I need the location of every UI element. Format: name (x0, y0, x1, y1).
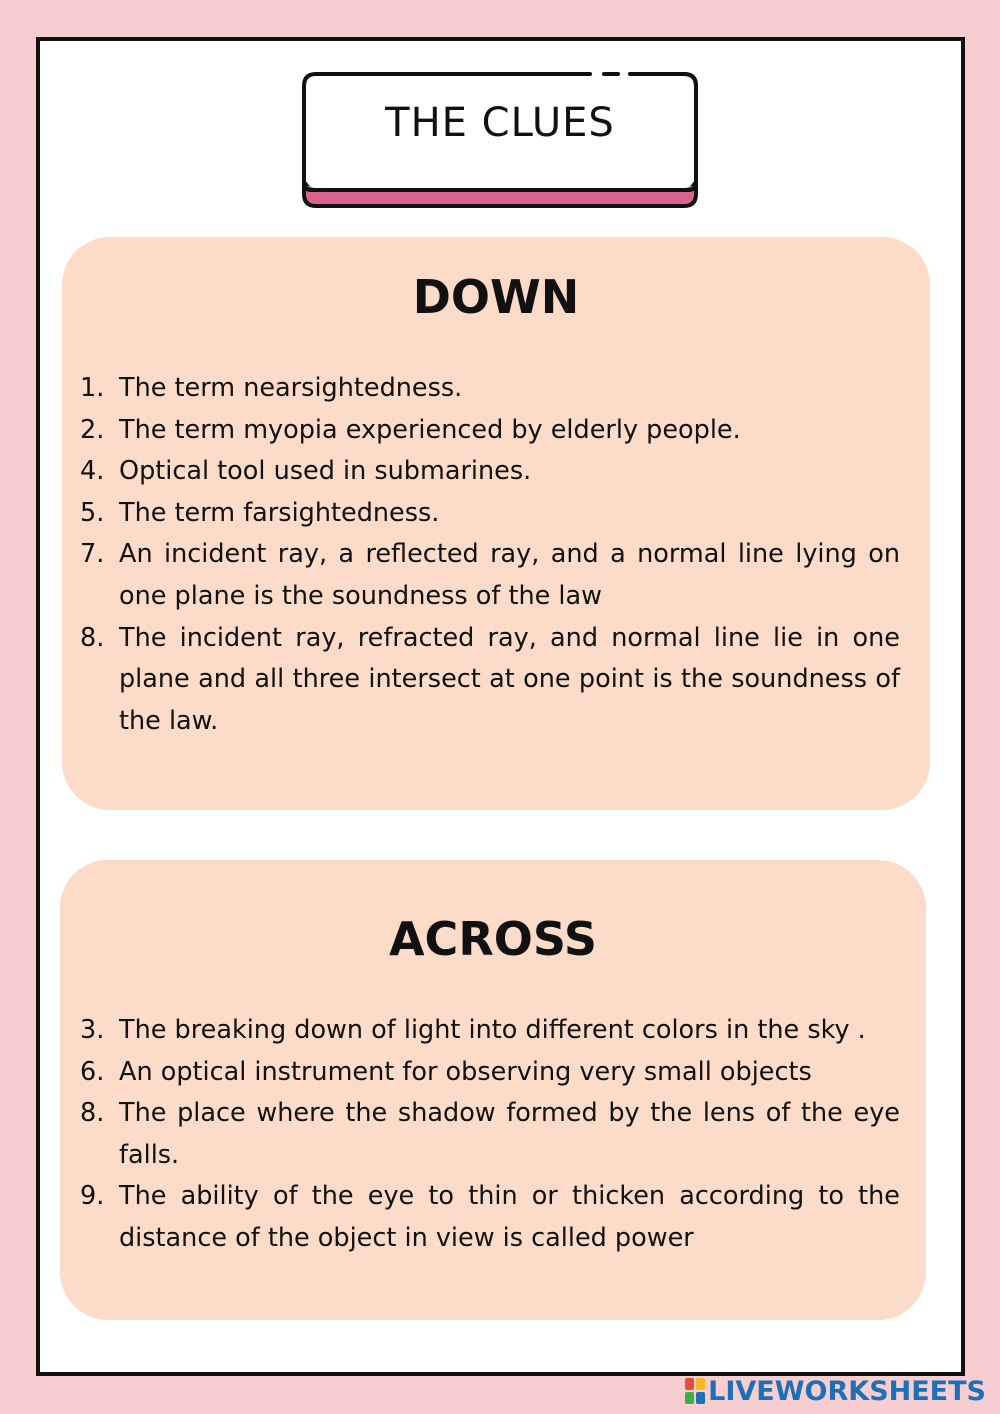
across-clue-list (80, 1010, 900, 1260)
clue-text: The incident ray, refracted ray, and normal line lie in one plane and all three intersect at one point is the soundness of the law. (119, 622, 900, 736)
clue-item (80, 1093, 900, 1176)
down-clue-list (80, 368, 900, 742)
clue-item (80, 1052, 900, 1094)
clue-text: The term myopia experienced by elderly people. (119, 414, 741, 445)
clue-item (80, 1176, 900, 1259)
liveworksheets-logo-icon (685, 1378, 705, 1404)
clue-text: The place where the shadow formed by the lens of the eye falls. (119, 1098, 900, 1170)
brand-name: LIVEWORKSHEETS (708, 1375, 986, 1407)
clue-number: 1. (80, 373, 105, 403)
clue-number: 8. (80, 622, 105, 653)
clue-number: 3. (80, 1015, 105, 1045)
clue-item (80, 368, 900, 410)
clue-text: The breaking down of light into different colors in the sky . (119, 1015, 866, 1045)
clue-number: 8. (80, 1098, 105, 1129)
clue-number: 2. (80, 414, 105, 445)
clue-text: The term nearsightedness. (119, 373, 463, 403)
clue-text: The term farsightedness. (119, 497, 440, 528)
clue-number: 5. (80, 497, 105, 528)
clue-text: Optical tool used in submarines. (119, 456, 532, 487)
clue-item (80, 618, 900, 743)
clue-text: An incident ray, a reflected ray, and a normal line lying on one plane is the soundness of the law (119, 539, 900, 611)
clue-item (80, 534, 900, 617)
clue-item (80, 1010, 900, 1052)
clue-text: The ability of the eye to thin or thicken according to the distance of the object in view is called power (119, 1181, 900, 1253)
across-heading: ACROSS (388, 912, 598, 966)
clue-item (80, 493, 900, 535)
liveworksheets-logo[interactable] (685, 1376, 986, 1406)
clue-number: 6. (80, 1056, 105, 1087)
page-title: THE CLUES (385, 100, 615, 146)
down-heading: DOWN (412, 270, 580, 324)
clue-item (80, 451, 900, 493)
clue-item (80, 410, 900, 452)
clue-number: 7. (80, 539, 105, 570)
title-box (300, 72, 700, 210)
clue-number: 4. (80, 456, 105, 487)
clue-text: An optical instrument for observing very small objects (119, 1056, 812, 1087)
clue-number: 9. (80, 1181, 105, 1212)
